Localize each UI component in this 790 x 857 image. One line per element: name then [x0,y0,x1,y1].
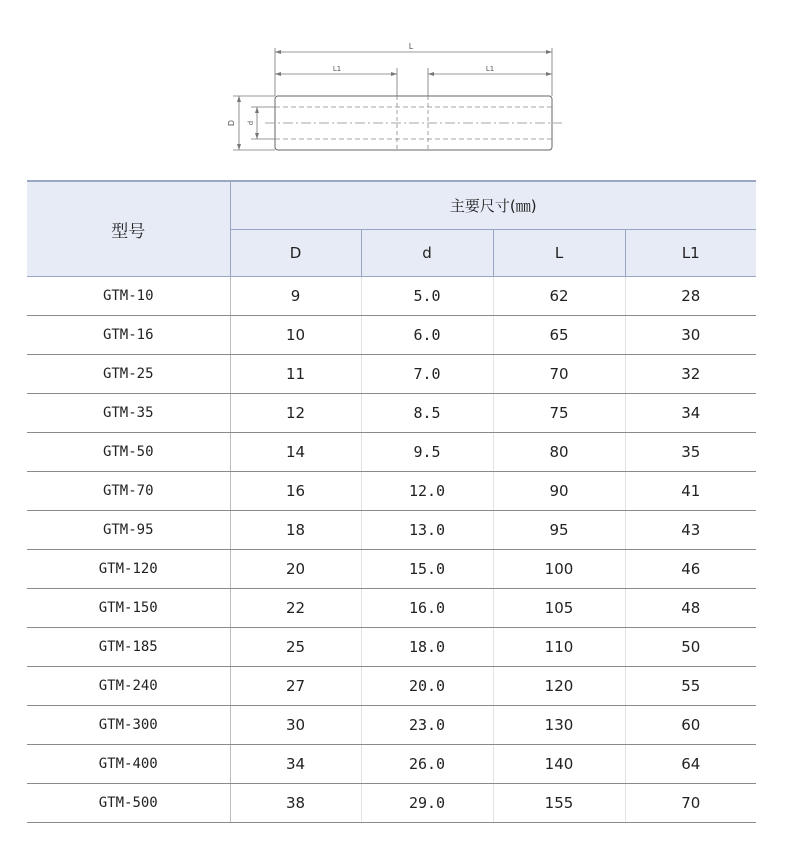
spec-table-body [27,277,756,823]
model-column-header: 型号 [27,181,230,277]
L-cell: 90 [493,472,625,511]
d-cell: 7.0 [361,355,493,394]
model-cell: GTM-25 [27,355,230,394]
d-cell: 6.0 [361,316,493,355]
model-cell: GTM-95 [27,511,230,550]
table-row [27,511,756,550]
d-cell: 16.0 [361,589,493,628]
D-cell: 10 [230,316,361,355]
table-row [27,394,756,433]
L-cell: 110 [493,628,625,667]
L1-cell: 70 [625,784,756,823]
model-cell: GTM-400 [27,745,230,784]
column-header-d: d [361,230,493,277]
D-cell: 11 [230,355,361,394]
D-cell: 34 [230,745,361,784]
model-cell: GTM-70 [27,472,230,511]
column-header-L: L [493,230,625,277]
D-cell: 16 [230,472,361,511]
column-header-L1: L1 [625,230,756,277]
L-cell: 62 [493,277,625,316]
table-row [27,589,756,628]
d-cell: 26.0 [361,745,493,784]
L-cell: 75 [493,394,625,433]
d-cell: 18.0 [361,628,493,667]
table-row [27,472,756,511]
model-cell: GTM-120 [27,550,230,589]
L-cell: 70 [493,355,625,394]
model-cell: GTM-16 [27,316,230,355]
D-cell: 9 [230,277,361,316]
d-cell: 20.0 [361,667,493,706]
dimensions-group-header: 主要尺寸(㎜) [230,181,756,230]
L-cell: 80 [493,433,625,472]
L1-cell: 30 [625,316,756,355]
L-cell: 105 [493,589,625,628]
D-cell: 14 [230,433,361,472]
dim-d-label: d [247,120,255,126]
L1-cell: 46 [625,550,756,589]
dim-L1-left-label: L1 [332,65,342,73]
table-row [27,433,756,472]
model-cell: GTM-300 [27,706,230,745]
L1-cell: 35 [625,433,756,472]
L1-cell: 50 [625,628,756,667]
model-cell: GTM-50 [27,433,230,472]
d-cell: 8.5 [361,394,493,433]
table-row [27,277,756,316]
L-cell: 65 [493,316,625,355]
table-row [27,706,756,745]
dim-D-label: D [227,119,236,127]
d-cell: 23.0 [361,706,493,745]
D-cell: 30 [230,706,361,745]
model-cell: GTM-500 [27,784,230,823]
L-cell: 155 [493,784,625,823]
model-cell: GTM-240 [27,667,230,706]
model-cell: GTM-35 [27,394,230,433]
D-cell: 12 [230,394,361,433]
D-cell: 27 [230,667,361,706]
L1-cell: 41 [625,472,756,511]
table-row [27,667,756,706]
table-row [27,355,756,394]
L1-cell: 43 [625,511,756,550]
d-cell: 9.5 [361,433,493,472]
L-cell: 95 [493,511,625,550]
L-cell: 120 [493,667,625,706]
column-header-D: D [230,230,361,277]
L-cell: 130 [493,706,625,745]
table-row [27,745,756,784]
table-row [27,628,756,667]
L1-cell: 32 [625,355,756,394]
L1-cell: 28 [625,277,756,316]
D-cell: 25 [230,628,361,667]
D-cell: 20 [230,550,361,589]
L1-cell: 64 [625,745,756,784]
table-row [27,784,756,823]
model-cell: GTM-185 [27,628,230,667]
L1-cell: 48 [625,589,756,628]
D-cell: 22 [230,589,361,628]
table-row [27,316,756,355]
L1-cell: 34 [625,394,756,433]
d-cell: 13.0 [361,511,493,550]
d-cell: 5.0 [361,277,493,316]
D-cell: 38 [230,784,361,823]
L1-cell: 55 [625,667,756,706]
d-cell: 15.0 [361,550,493,589]
L-cell: 100 [493,550,625,589]
model-cell: GTM-150 [27,589,230,628]
dim-L-label: L [408,42,414,51]
table-row [27,550,756,589]
d-cell: 12.0 [361,472,493,511]
L1-cell: 60 [625,706,756,745]
d-cell: 29.0 [361,784,493,823]
spec-table [27,180,756,823]
dim-L1-right-label: L1 [485,65,495,73]
L-cell: 140 [493,745,625,784]
D-cell: 18 [230,511,361,550]
connector-drawing [225,38,565,158]
model-cell: GTM-10 [27,277,230,316]
